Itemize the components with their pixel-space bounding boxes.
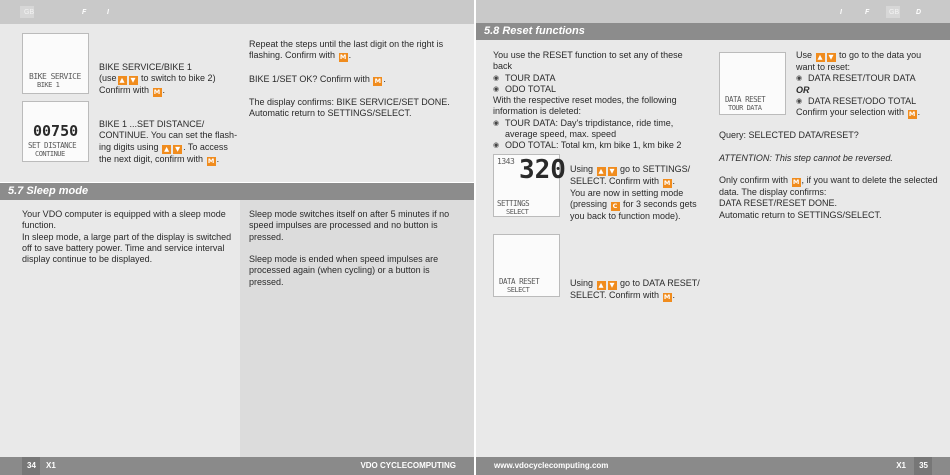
text-line-keys <box>570 278 708 290</box>
brand-label: VDO CYCLECOMPUTING <box>360 461 456 470</box>
text-para: With the respective reset modes, the following information is deleted: <box>493 95 677 117</box>
section-heading-sleep: 5.7 Sleep mode <box>0 183 474 200</box>
text-span: for 3 seconds gets <box>623 199 697 210</box>
text-line-clear <box>570 199 708 211</box>
menu-key-icon: M <box>663 179 671 187</box>
bullet-text: ODO TOTAL: Total km, km bike 1, km bike 2 <box>505 140 682 151</box>
text-para: In sleep mode, a large part of the display is switched off to save battery power. Time and service interval display continue to be displayed. <box>22 231 232 265</box>
menu-key-icon: M <box>374 76 382 85</box>
bullet-text: TOUR DATA <box>505 72 556 83</box>
text-line: Automatic return to SETTINGS/SELECT. <box>719 209 882 220</box>
lcd-line-1: SETTINGS <box>497 199 530 208</box>
text-para: Your VDO computer is equipped with a sleep mode function. <box>22 209 226 231</box>
section-heading-reset: 5.8 Reset functions <box>476 23 950 40</box>
bullet-icon: ◉ <box>493 74 500 82</box>
set-distance-text <box>99 119 239 166</box>
lcd-settings <box>493 154 566 217</box>
text-line-keys <box>99 73 239 85</box>
para-repeat: Repeat the steps until the last digit on the right is flashing. Confirm with M . <box>249 39 444 62</box>
bullet-item <box>493 84 703 95</box>
final-confirm-line <box>719 175 939 198</box>
text-span: , if you want to delete the selected data. The display confirms: <box>719 175 938 198</box>
language-tab-bar <box>0 0 474 24</box>
lcd-line-1: SET DISTANCE <box>28 141 77 150</box>
clear-key-icon: C <box>611 202 620 211</box>
text-span: Repeat the steps until the last digit on the right is flashing. Confirm with <box>249 39 444 61</box>
menu-key-icon: M <box>663 293 671 301</box>
lcd-line-2: CONTINUE <box>35 150 65 158</box>
bullet-icon: ◉ <box>796 75 803 83</box>
up-key-icon: ▲ <box>119 76 125 85</box>
up-key-icon: ▲ <box>598 167 604 175</box>
text-span: (use <box>99 73 117 84</box>
bullet-text: DATA RESET/TOUR DATA <box>808 73 916 84</box>
text-span: go to SETTINGS/ <box>620 164 691 174</box>
text-line-confirm: Confirm with M . <box>99 85 166 97</box>
bullet-icon: ◉ <box>493 119 500 127</box>
text-line: You are now in setting mode <box>570 188 684 198</box>
footer-left <box>0 457 474 475</box>
tab-lang-i[interactable]: I <box>840 9 842 16</box>
text-span: (pressing <box>570 199 608 210</box>
text-line: DATA RESET/RESET DONE. <box>719 198 838 209</box>
attention-line: ATTENTION: This step cannot be reversed. <box>719 152 893 163</box>
text-line: You use the RESET function to set any of these back <box>493 50 683 72</box>
text-span: Confirm with <box>99 85 150 96</box>
or-label: OR <box>796 84 810 95</box>
sleep-col1-text <box>22 209 232 265</box>
bullet-icon: ◉ <box>493 85 500 93</box>
query-text <box>719 130 939 221</box>
text-line: CONTINUE. You can set the flash- <box>99 130 238 141</box>
model-label: X1 <box>896 461 906 470</box>
bullet-text: ODO TOTAL <box>505 83 557 94</box>
lcd-line-2: SELECT <box>506 208 529 216</box>
text-span: go to DATA RESET/ <box>620 278 700 288</box>
text-line-confirm: the next digit, confirm with M . <box>99 153 220 165</box>
lcd-line-2: BIKE 1 <box>37 81 60 89</box>
down-key-icon: ▼ <box>175 144 181 153</box>
lcd-line-2: SELECT <box>507 286 530 294</box>
menu-key-icon: M <box>207 156 215 165</box>
repeat-steps-text <box>249 39 454 119</box>
bike-service-text <box>99 62 239 97</box>
text-line-confirm: Confirm your selection with M . <box>796 107 921 119</box>
text-span: Use <box>796 50 813 60</box>
language-tab-bar <box>476 0 950 24</box>
up-key-icon: ▲ <box>598 281 604 289</box>
text-span: the next digit, confirm with <box>99 153 204 164</box>
data-reset-text <box>570 278 708 302</box>
model-label: X1 <box>46 461 56 470</box>
up-key-icon: ▲ <box>164 144 170 153</box>
lcd-line-1: DATA RESET <box>499 277 540 286</box>
text-span: to go to the data you <box>839 50 922 60</box>
tab-lang-d[interactable]: D <box>916 9 922 16</box>
page-number: 34 <box>27 461 36 470</box>
text-para: Sleep mode switches itself on after 5 minutes if no speed impulses are processed and no button is pressed. <box>249 209 450 242</box>
bullet-item <box>493 118 703 141</box>
use-keys-text <box>796 50 936 119</box>
text-line-keys <box>796 50 936 62</box>
text-line-confirm: SELECT. Confirm with M . <box>570 290 676 301</box>
lcd-line-1: BIKE SERVICE <box>29 72 81 81</box>
text-span: To access <box>187 141 228 152</box>
down-key-icon: ▼ <box>609 167 615 175</box>
text-line-confirm: SELECT. Confirm with M . <box>570 176 676 187</box>
bullet-text: DATA RESET/ODO TOTAL <box>808 95 917 106</box>
down-key-icon: ▼ <box>130 76 136 85</box>
down-key-icon: ▼ <box>828 53 834 61</box>
right-page <box>476 0 950 475</box>
text-line-keys: ing digits using ▲ ▼ . To access <box>99 141 228 153</box>
lcd-set-distance <box>22 101 89 162</box>
lcd-data-reset-select <box>493 234 560 297</box>
lcd-bike-service <box>22 33 89 94</box>
settings-text <box>570 164 708 223</box>
text-span: SELECT. Confirm with <box>570 290 660 300</box>
tab-lang-gb[interactable]: GB <box>889 9 900 16</box>
lcd-digits: 00750 <box>33 122 79 140</box>
website-link[interactable]: www.vdocyclecomputing.com <box>494 461 609 470</box>
text-para: Sleep mode is ended when speed impulses are processed again (when cycling) or a button is pressed. <box>249 254 439 287</box>
text-span: Using <box>570 278 594 288</box>
menu-key-icon: M <box>339 53 347 62</box>
page-number: 35 <box>919 461 928 470</box>
text-line: BIKE SERVICE/BIKE 1 <box>99 62 192 72</box>
text-span: BIKE 1/SET OK? Confirm with <box>249 73 370 84</box>
para-done: The display confirms: BIKE SERVICE/SET DONE. Automatic return to SETTINGS/SELECT. <box>249 96 450 119</box>
left-page <box>0 0 474 475</box>
menu-key-icon: M <box>908 110 916 119</box>
lcd-line-1: DATA RESET <box>725 95 766 104</box>
bullet-item <box>493 73 703 84</box>
tab-lang-f[interactable]: F <box>82 9 87 16</box>
text-span: ing digits using <box>99 141 159 152</box>
text-line: you back to function mode). <box>570 211 681 222</box>
bullet-item <box>796 96 936 107</box>
query-line: Query: SELECTED DATA/RESET? <box>719 130 859 140</box>
bullet-item <box>796 73 936 84</box>
text-span: to switch to bike 2) <box>141 73 216 84</box>
tab-lang-i[interactable]: I <box>107 9 109 16</box>
tab-lang-f[interactable]: F <box>865 9 870 16</box>
text-span: Confirm your selection with <box>796 107 905 118</box>
bullet-icon: ◉ <box>796 97 803 105</box>
bullet-text: TOUR DATA: Day's tripdistance, ride time, average speed, max. speed <box>505 117 674 140</box>
lcd-big-digits: 320 <box>519 155 566 185</box>
tab-lang-gb[interactable]: GB <box>24 9 35 16</box>
down-key-icon: ▼ <box>609 281 615 289</box>
text-line: want to reset: <box>796 62 851 72</box>
text-span: Only confirm with <box>719 175 789 186</box>
bullet-item <box>493 140 703 151</box>
text-span: SELECT. Confirm with <box>570 176 660 186</box>
bullet-icon: ◉ <box>493 142 500 150</box>
up-key-icon: ▲ <box>817 53 823 61</box>
reset-intro-text <box>493 50 703 152</box>
text-line-keys <box>570 164 708 176</box>
menu-key-icon: M <box>792 178 800 187</box>
lcd-line-2: TOUR DATA <box>728 104 762 112</box>
footer-right <box>476 457 950 475</box>
sleep-col2-text <box>249 209 454 288</box>
lcd-data-reset-tour <box>719 52 786 115</box>
menu-key-icon: M <box>153 88 161 97</box>
text-span: Using <box>570 164 594 174</box>
lcd-time: 1343 <box>497 157 515 166</box>
para-set-ok: BIKE 1/SET OK? Confirm with M . <box>249 73 386 85</box>
text-line: BIKE 1 ...SET DISTANCE/ <box>99 119 205 129</box>
